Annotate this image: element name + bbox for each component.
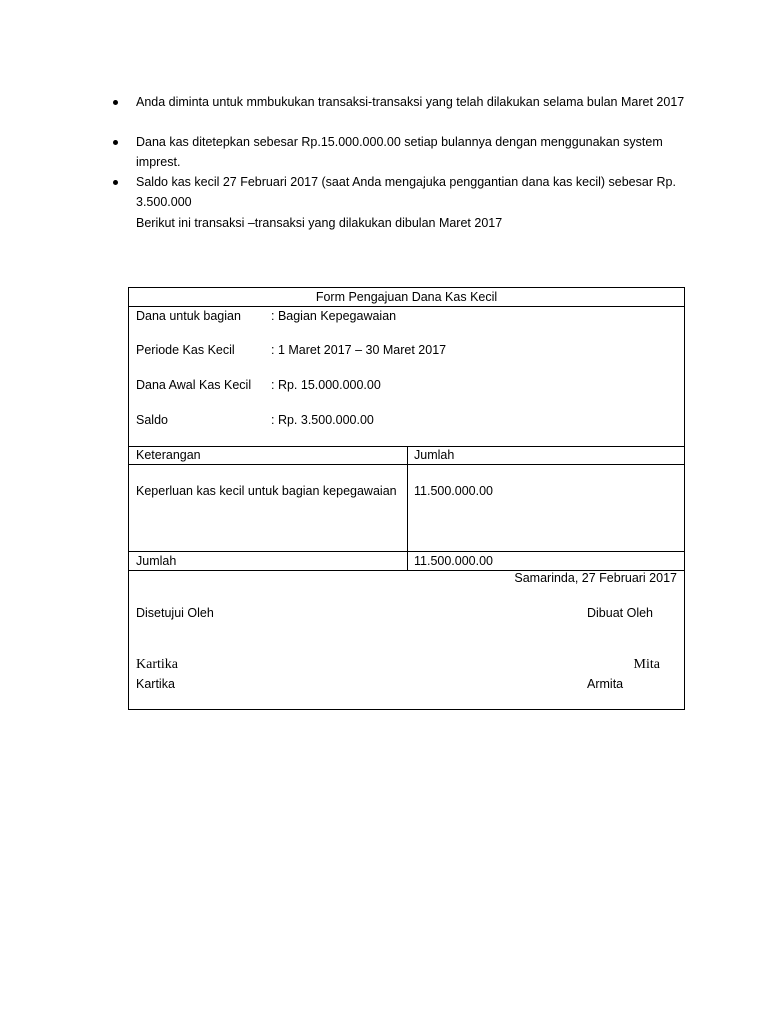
info-value-periode: : 1 Maret 2017 – 30 Maret 2017 — [271, 343, 447, 357]
total-label: Jumlah — [136, 554, 177, 568]
instruction-text: Dana kas ditetepkan sebesar Rp.15.000.000.00 setiap bulannya dengan menggunakan system imprest. — [136, 135, 663, 169]
approved-label: Disetujui Oleh — [136, 606, 214, 620]
approver-signature: Kartika — [136, 657, 178, 672]
divider — [129, 551, 684, 552]
header-jumlah: Jumlah — [414, 448, 455, 462]
transactions-intro: Berikut ini transaksi –transaksi yang dilakukan dibulan Maret 2017 — [136, 216, 503, 230]
divider — [129, 464, 684, 465]
maker-signature: Mita — [633, 657, 660, 672]
row-jumlah: 11.500.000.00 — [414, 484, 494, 498]
instruction-item — [110, 172, 690, 212]
total-value: 11.500.000.00 — [414, 554, 494, 568]
info-label-saldo: Saldo — [136, 413, 168, 427]
approver-name: Kartika — [136, 677, 175, 691]
info-label-bagian: Dana untuk bagian — [136, 309, 241, 323]
divider — [129, 306, 684, 307]
info-label-periode: Periode Kas Kecil — [136, 343, 235, 357]
petty-cash-form — [128, 287, 685, 710]
row-keterangan: Keperluan kas kecil untuk bagian kepegawaian — [136, 484, 397, 498]
bullet-icon — [113, 180, 118, 185]
instruction-item — [110, 132, 690, 172]
info-value-saldo: : Rp. 3.500.000.00 — [271, 413, 374, 427]
instruction-list — [110, 92, 690, 212]
place-date: Samarinda, 27 Februari 2017 — [514, 571, 677, 585]
made-label: Dibuat Oleh — [587, 606, 654, 620]
info-value-dana-awal: : Rp. 15.000.000.00 — [271, 378, 381, 392]
header-keterangan: Keterangan — [136, 448, 201, 462]
form-title: Form Pengajuan Dana Kas Kecil — [315, 290, 498, 304]
instruction-text: Anda diminta untuk mmbukukan transaksi-transaksi yang telah dilakukan selama bulan Maret 2017 — [136, 95, 685, 109]
info-label-dana-awal: Dana Awal Kas Kecil — [136, 378, 252, 392]
instruction-text: Saldo kas kecil 27 Februari 2017 (saat Anda mengajuka penggantian dana kas kecil) sebesar Rp. 3.500.000 — [136, 175, 676, 209]
bullet-icon — [113, 140, 118, 145]
info-value-bagian: : Bagian Kepegawaian — [271, 309, 397, 323]
instruction-item — [110, 92, 690, 132]
maker-name: Armita — [587, 677, 624, 691]
bullet-icon — [113, 100, 118, 105]
